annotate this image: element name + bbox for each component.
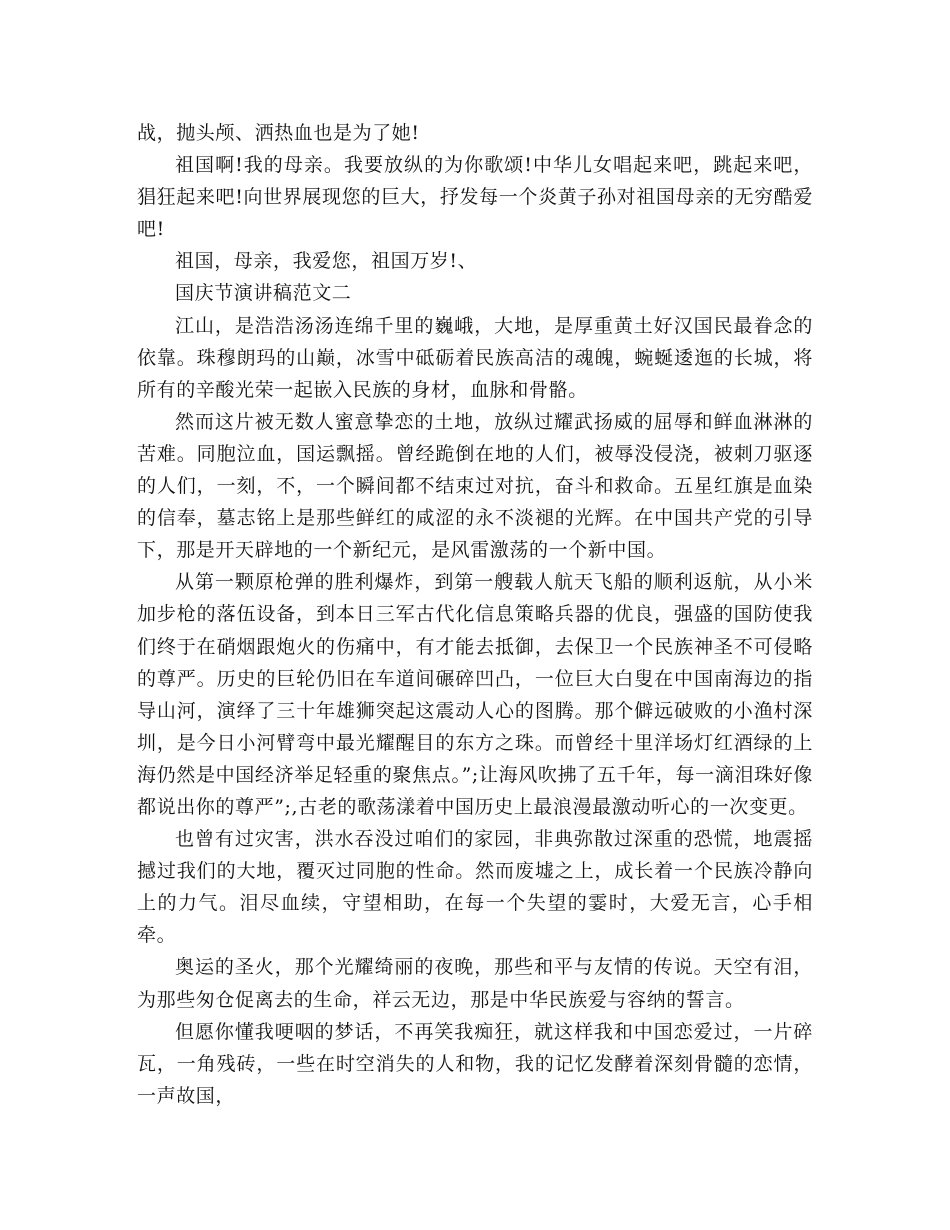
document-body [137, 117, 813, 1112]
section-heading: 国庆节演讲稿范文二 [175, 282, 352, 305]
paragraph: 奥运的圣火，那个光耀绮丽的夜晚，那些和平与友情的传说。天空有泪，为那些匆仓促离去的生命，祥云无边，那是中华民族爱与容纳的誓言。 [137, 956, 813, 1011]
paragraph-continuation: 战，抛头颅、洒热血也是为了她! [137, 122, 420, 144]
paragraph: 江山，是浩浩汤汤连绵千里的巍峨，大地，是厚重黄土好汉国民最眷念的依靠。珠穆朗玛的山巅，冰雪中砥砺着民族高洁的魂魄，蜿蜒逶迤的长城，将所有的辛酸光荣一起嵌入民族的身材，血脉和骨骼。 [137, 314, 813, 401]
paragraph: 但愿你懂我哽咽的梦话，不再笑我痴狂，就这样我和中国恋爱过，一片碎瓦，一角残砖，一些在时空消失的人和物，我的记忆发酵着深刻骨髓的恋情，一声故国， [137, 1020, 813, 1107]
paragraph: 从第一颗原枪弹的胜利爆炸，到第一艘载人航天飞船的顺利返航，从小米加步枪的落伍设备，到本日三军古代化信息策略兵器的优良，强盛的国防使我们终于在硝烟跟炮火的伤痛中，有才能去抵御，去保卫一个民族神圣不可侵略的尊严。历史的巨轮仍旧在车道间碾碎凹凸，一位巨大白叟在中国南海边的指导山河，演绎了三十年雄狮突起这震动人心的图腾。那个僻远破败的小渔村深圳，是今日小河臂弯中最光耀醒目的东方之珠。而曾经十里洋场灯红酒绿的上海仍然是中国经济举足轻重的聚焦点。”;让海风吹拂了五千年，每一滴泪珠好像都说出你的尊严”;,古老的歌荡漾着中国历史上最浪漫最激动听心的一次变更。 [137, 571, 813, 818]
paragraph: 祖国，母亲，我爱您，祖国万岁!、 [175, 250, 478, 273]
paragraph: 然而这片被无数人蜜意挚恋的土地，放纵过耀武扬威的屈辱和鲜血淋淋的苦难。同胞泣血，国运飘摇。曾经跪倒在地的人们，被辱没侵浇，被刺刀驱逐的人们，一刻，不，一个瞬间都不结束过对抗，奋斗和救命。五星红旗是血染的信奉，墓志铭上是那些鲜红的咸涩的永不淡褪的光辉。在中国共产党的引导下，那是开天辟地的一个新纪元，是风雷激荡的一个新中国。 [137, 410, 813, 562]
paragraph: 也曾有过灾害，洪水吞没过咱们的家园，非典弥散过深重的恐慌，地震摇撼过我们的大地，覆灭过同胞的性命。然而废墟之上，成长着一个民族冷静向上的力气。泪尽血续，守望相助，在每一个失望的霎时，大爱无言，心手相牵。 [137, 828, 813, 947]
paragraph: 祖国啊!我的母亲。我要放纵的为你歌颂!中华儿女唱起来吧，跳起来吧，猖狂起来吧!向世界展现您的巨大，抒发每一个炎黄子孙对祖国母亲的无穷酷爱吧! [137, 154, 813, 241]
